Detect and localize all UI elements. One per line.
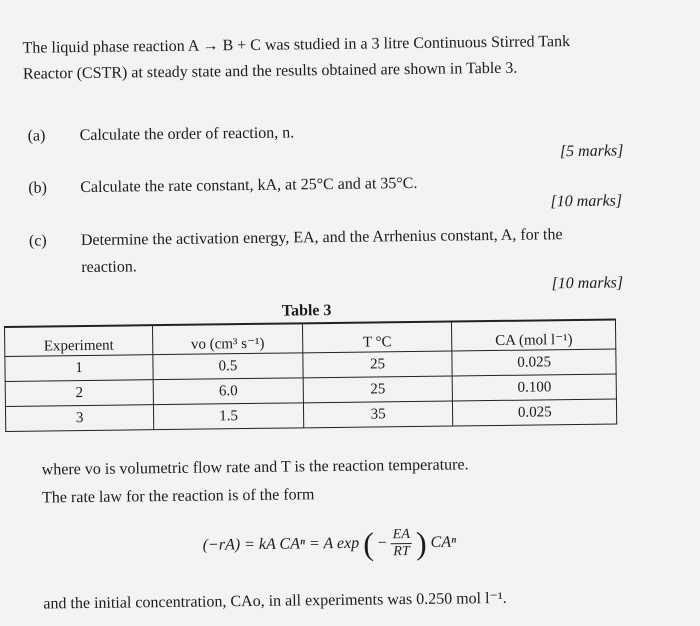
- header-concentration: CA (mol l⁻¹): [452, 320, 616, 351]
- header-temperature: T °C: [302, 322, 452, 353]
- cell-experiment: 2: [5, 380, 153, 407]
- cell-experiment: 1: [5, 355, 153, 382]
- cell-flow-rate: 6.0: [153, 378, 303, 405]
- header-flow-rate: vo (cm³ s⁻¹): [153, 323, 303, 354]
- equation-denominator: RT: [393, 544, 410, 560]
- header-experiment: Experiment: [4, 325, 153, 356]
- cell-temperature: 35: [303, 401, 453, 428]
- cell-temperature: 25: [303, 351, 453, 378]
- intro-line-2: Reactor (CSTR) at steady state and the results obtained are shown in Table 3.: [22, 59, 518, 83]
- table-title: Table 3: [281, 301, 332, 320]
- cell-concentration: 0.025: [453, 399, 617, 426]
- equation-close-paren: ): [415, 524, 427, 561]
- rate-law-equation: [202, 524, 456, 564]
- question-c-marks: [10 marks]: [551, 274, 624, 293]
- cell-flow-rate: 1.5: [154, 403, 304, 430]
- question-c-label: (c): [28, 232, 47, 250]
- equation-open-paren: (: [362, 525, 375, 562]
- results-table: [4, 318, 617, 431]
- question-c-text-cont: reaction.: [81, 258, 137, 277]
- cell-concentration: 0.100: [453, 374, 617, 401]
- question-b-marks: [10 marks]: [550, 192, 623, 211]
- equation-right: CAⁿ: [430, 533, 457, 551]
- final-note: and the initial concentration, CAo, in all experiments was 0.250 mol l⁻¹.: [43, 589, 507, 613]
- cell-concentration: 0.025: [452, 349, 616, 376]
- question-a-label: (a): [27, 127, 46, 145]
- equation-numerator: EA: [391, 527, 412, 544]
- question-a-text: Calculate the order of reaction, n.: [79, 124, 295, 145]
- note-line-2: The rate law for the reaction is of the form: [41, 486, 315, 507]
- question-b-label: (b): [28, 179, 48, 197]
- note-line-1: where vo is volumetric flow rate and T is the reaction temperature.: [41, 456, 469, 479]
- question-b-text: Calculate the rate constant, kA, at 25°C and at 35°C.: [80, 174, 418, 197]
- equation-fraction: [391, 527, 413, 560]
- question-a-marks: [5 marks]: [559, 142, 624, 161]
- cell-temperature: 25: [303, 376, 453, 403]
- equation-left: (−rA) = kA CAⁿ = A exp: [202, 534, 360, 554]
- equation-minus: −: [377, 534, 387, 552]
- cell-experiment: 3: [5, 405, 153, 432]
- intro-line-1: The liquid phase reaction A → B + C was studied in a 3 litre Continuous Stirred Tank: [22, 33, 571, 57]
- cell-flow-rate: 0.5: [153, 353, 303, 380]
- question-c-text: Determine the activation energy, EA, and the Arrhenius constant, A, for the: [80, 226, 563, 250]
